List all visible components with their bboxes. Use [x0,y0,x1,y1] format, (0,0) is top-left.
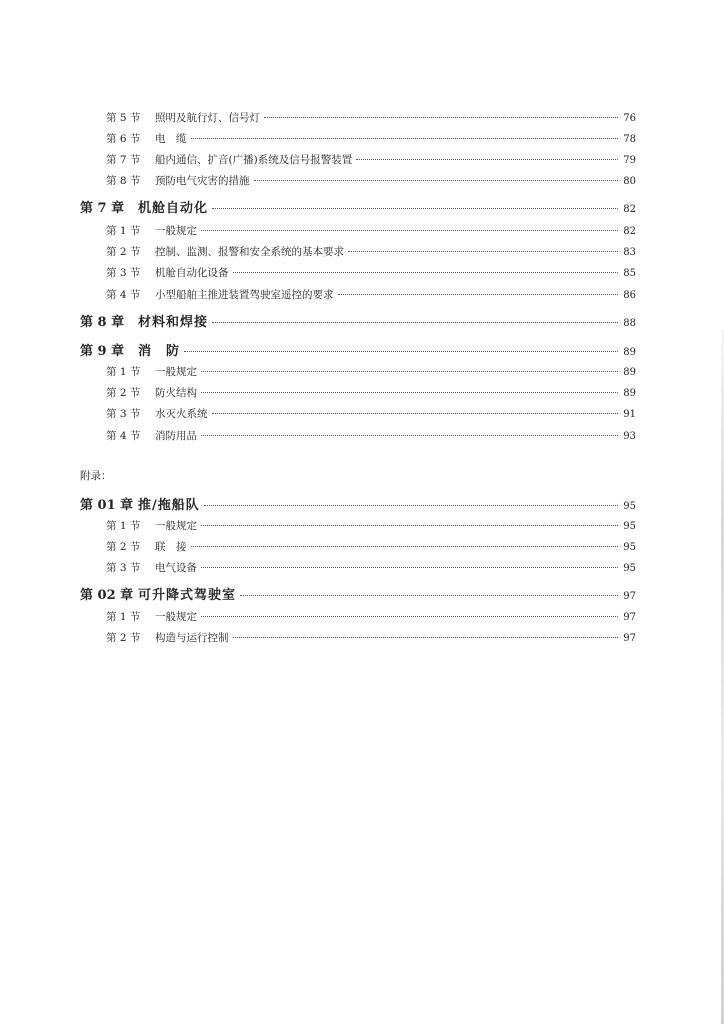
toc-entry[interactable] [106,173,636,189]
toc-entry-title: 小型船舶主推进装置驾驶室遥控的要求 [155,289,334,301]
toc-entry-title: 预防电气灾害的措施 [155,175,250,187]
toc-entry[interactable] [106,223,636,239]
toc-entry[interactable] [106,265,636,281]
toc-entry-title: 照明及航行灯、信号灯 [155,112,260,124]
toc-entry-title: 构造与运行控制 [155,632,229,644]
toc-entry[interactable] [106,131,636,147]
toc-entry[interactable] [106,385,636,401]
toc-entry-page: 85 [623,268,636,279]
toc-entry-number: 第 1 节 [106,225,141,237]
toc-entry-number: 第 4 节 [106,430,141,442]
toc-entry-title: 电 缆 [155,133,187,145]
toc-entry[interactable] [106,630,636,646]
dot-leader [348,251,618,252]
toc-entry-title: 船内通信、扩音(广播)系统及信号报警装置 [155,154,353,166]
toc-entry[interactable] [106,406,636,422]
dot-leader [356,159,618,160]
toc-chapter[interactable] [80,197,636,215]
dot-leader [264,117,618,118]
dot-leader [201,616,618,617]
dot-leader [233,272,619,273]
dot-leader [212,322,618,323]
toc-chapter-number: 第 02 章 [80,588,134,603]
toc-entry[interactable] [106,110,636,126]
toc-entry-number: 第 1 节 [106,520,141,532]
toc-entry[interactable] [106,428,636,444]
toc-entry-number: 第 1 节 [106,611,141,623]
toc-chapter-page: 95 [623,501,636,512]
toc-chapter[interactable] [80,311,636,329]
toc-entry-number: 第 3 节 [106,267,141,279]
toc-entry-page: 89 [623,367,636,378]
toc-chapter-number: 第 7 章 [80,201,125,216]
toc-entry-number: 第 2 节 [106,246,141,258]
toc-entry[interactable] [106,287,636,303]
toc-entry-page: 97 [623,612,636,623]
toc-entry-number: 第 7 节 [106,154,141,166]
dot-leader [201,567,618,568]
toc-entry-page: 91 [623,409,636,420]
toc-entry-page: 86 [623,290,636,301]
dot-leader [201,230,618,231]
toc-entry-title: 电气设备 [155,562,197,574]
dot-leader [204,505,618,506]
toc-entry-page: 79 [623,155,636,166]
toc-chapter-page: 97 [623,591,636,602]
toc-entry-title: 一般规定 [155,225,197,237]
toc-entry-title: 机舱自动化设备 [155,267,229,279]
toc-entry-number: 第 1 节 [106,366,141,378]
toc-entry-page: 82 [623,226,636,237]
toc-entry-number: 第 6 节 [106,133,141,145]
toc-entry-page: 95 [623,542,636,553]
toc-chapter-title: 可升降式驾驶室 [138,588,237,603]
dot-leader [212,413,619,414]
toc-chapter-title: 推/拖船队 [138,498,200,513]
toc-entry-number: 第 8 节 [106,175,141,187]
toc-entry-page: 78 [623,134,636,145]
toc-entry-title: 一般规定 [155,520,197,532]
toc-entry-title: 防火结构 [155,387,197,399]
toc-entry-page: 80 [623,176,636,187]
dot-leader [184,351,618,352]
dot-leader [233,637,619,638]
dot-leader [191,138,619,139]
dot-leader [240,595,618,596]
toc-chapter-page: 82 [623,204,636,215]
dot-leader [254,180,619,181]
toc-entry-number: 第 3 节 [106,408,141,420]
dot-leader [338,294,619,295]
toc-entry[interactable] [106,518,636,534]
toc-chapter-number: 第 9 章 [80,344,125,359]
dot-leader [201,371,618,372]
dot-leader [201,435,618,436]
toc-entry-page: 89 [623,388,636,399]
appendix-label: 附录： [80,470,112,482]
toc-entry-title: 一般规定 [155,611,197,623]
toc-chapter-title: 机舱自动化 [138,201,209,216]
toc-entry-title: 水灭火系统 [155,408,208,420]
toc-entry-title: 一般规定 [155,366,197,378]
toc-entry-number: 第 3 节 [106,562,141,574]
dot-leader [191,546,619,547]
toc-entry-page: 97 [623,633,636,644]
toc-entry[interactable] [106,244,636,260]
toc-chapter-number: 第 8 章 [80,315,125,330]
toc-chapter-page: 89 [623,347,636,358]
dot-leader [201,392,618,393]
toc-entry-title: 消防用品 [155,430,197,442]
toc-chapter-title: 材料和焊接 [138,315,209,330]
dot-leader [212,208,618,209]
toc-chapter[interactable] [80,584,636,602]
dot-leader [201,525,618,526]
toc-chapter[interactable] [80,494,636,512]
toc-chapter-title: 消 防 [138,344,181,359]
toc-entry-page: 95 [623,521,636,532]
toc-chapter[interactable] [80,340,636,358]
toc-entry[interactable] [106,152,636,168]
toc-chapter-page: 88 [623,318,636,329]
toc-entry-title: 联 接 [155,541,187,553]
toc-entry-number: 第 2 节 [106,632,141,644]
toc-entry-number: 第 2 节 [106,387,141,399]
toc-entry[interactable] [106,539,636,555]
toc-chapter-number: 第 01 章 [80,498,134,513]
toc-entry-page: 95 [623,563,636,574]
toc-entry-number: 第 4 节 [106,289,141,301]
toc-entry-page: 76 [623,113,636,124]
toc-entry-page: 93 [623,431,636,442]
toc-entry-number: 第 5 节 [106,112,141,124]
toc-entry[interactable] [106,560,636,576]
toc-entry[interactable] [106,609,636,625]
toc-entry-page: 83 [623,247,636,258]
toc-entry-title: 控制、监测、报警和安全系统的基本要求 [155,246,344,258]
toc-entry-number: 第 2 节 [106,541,141,553]
toc-entry[interactable] [106,364,636,380]
